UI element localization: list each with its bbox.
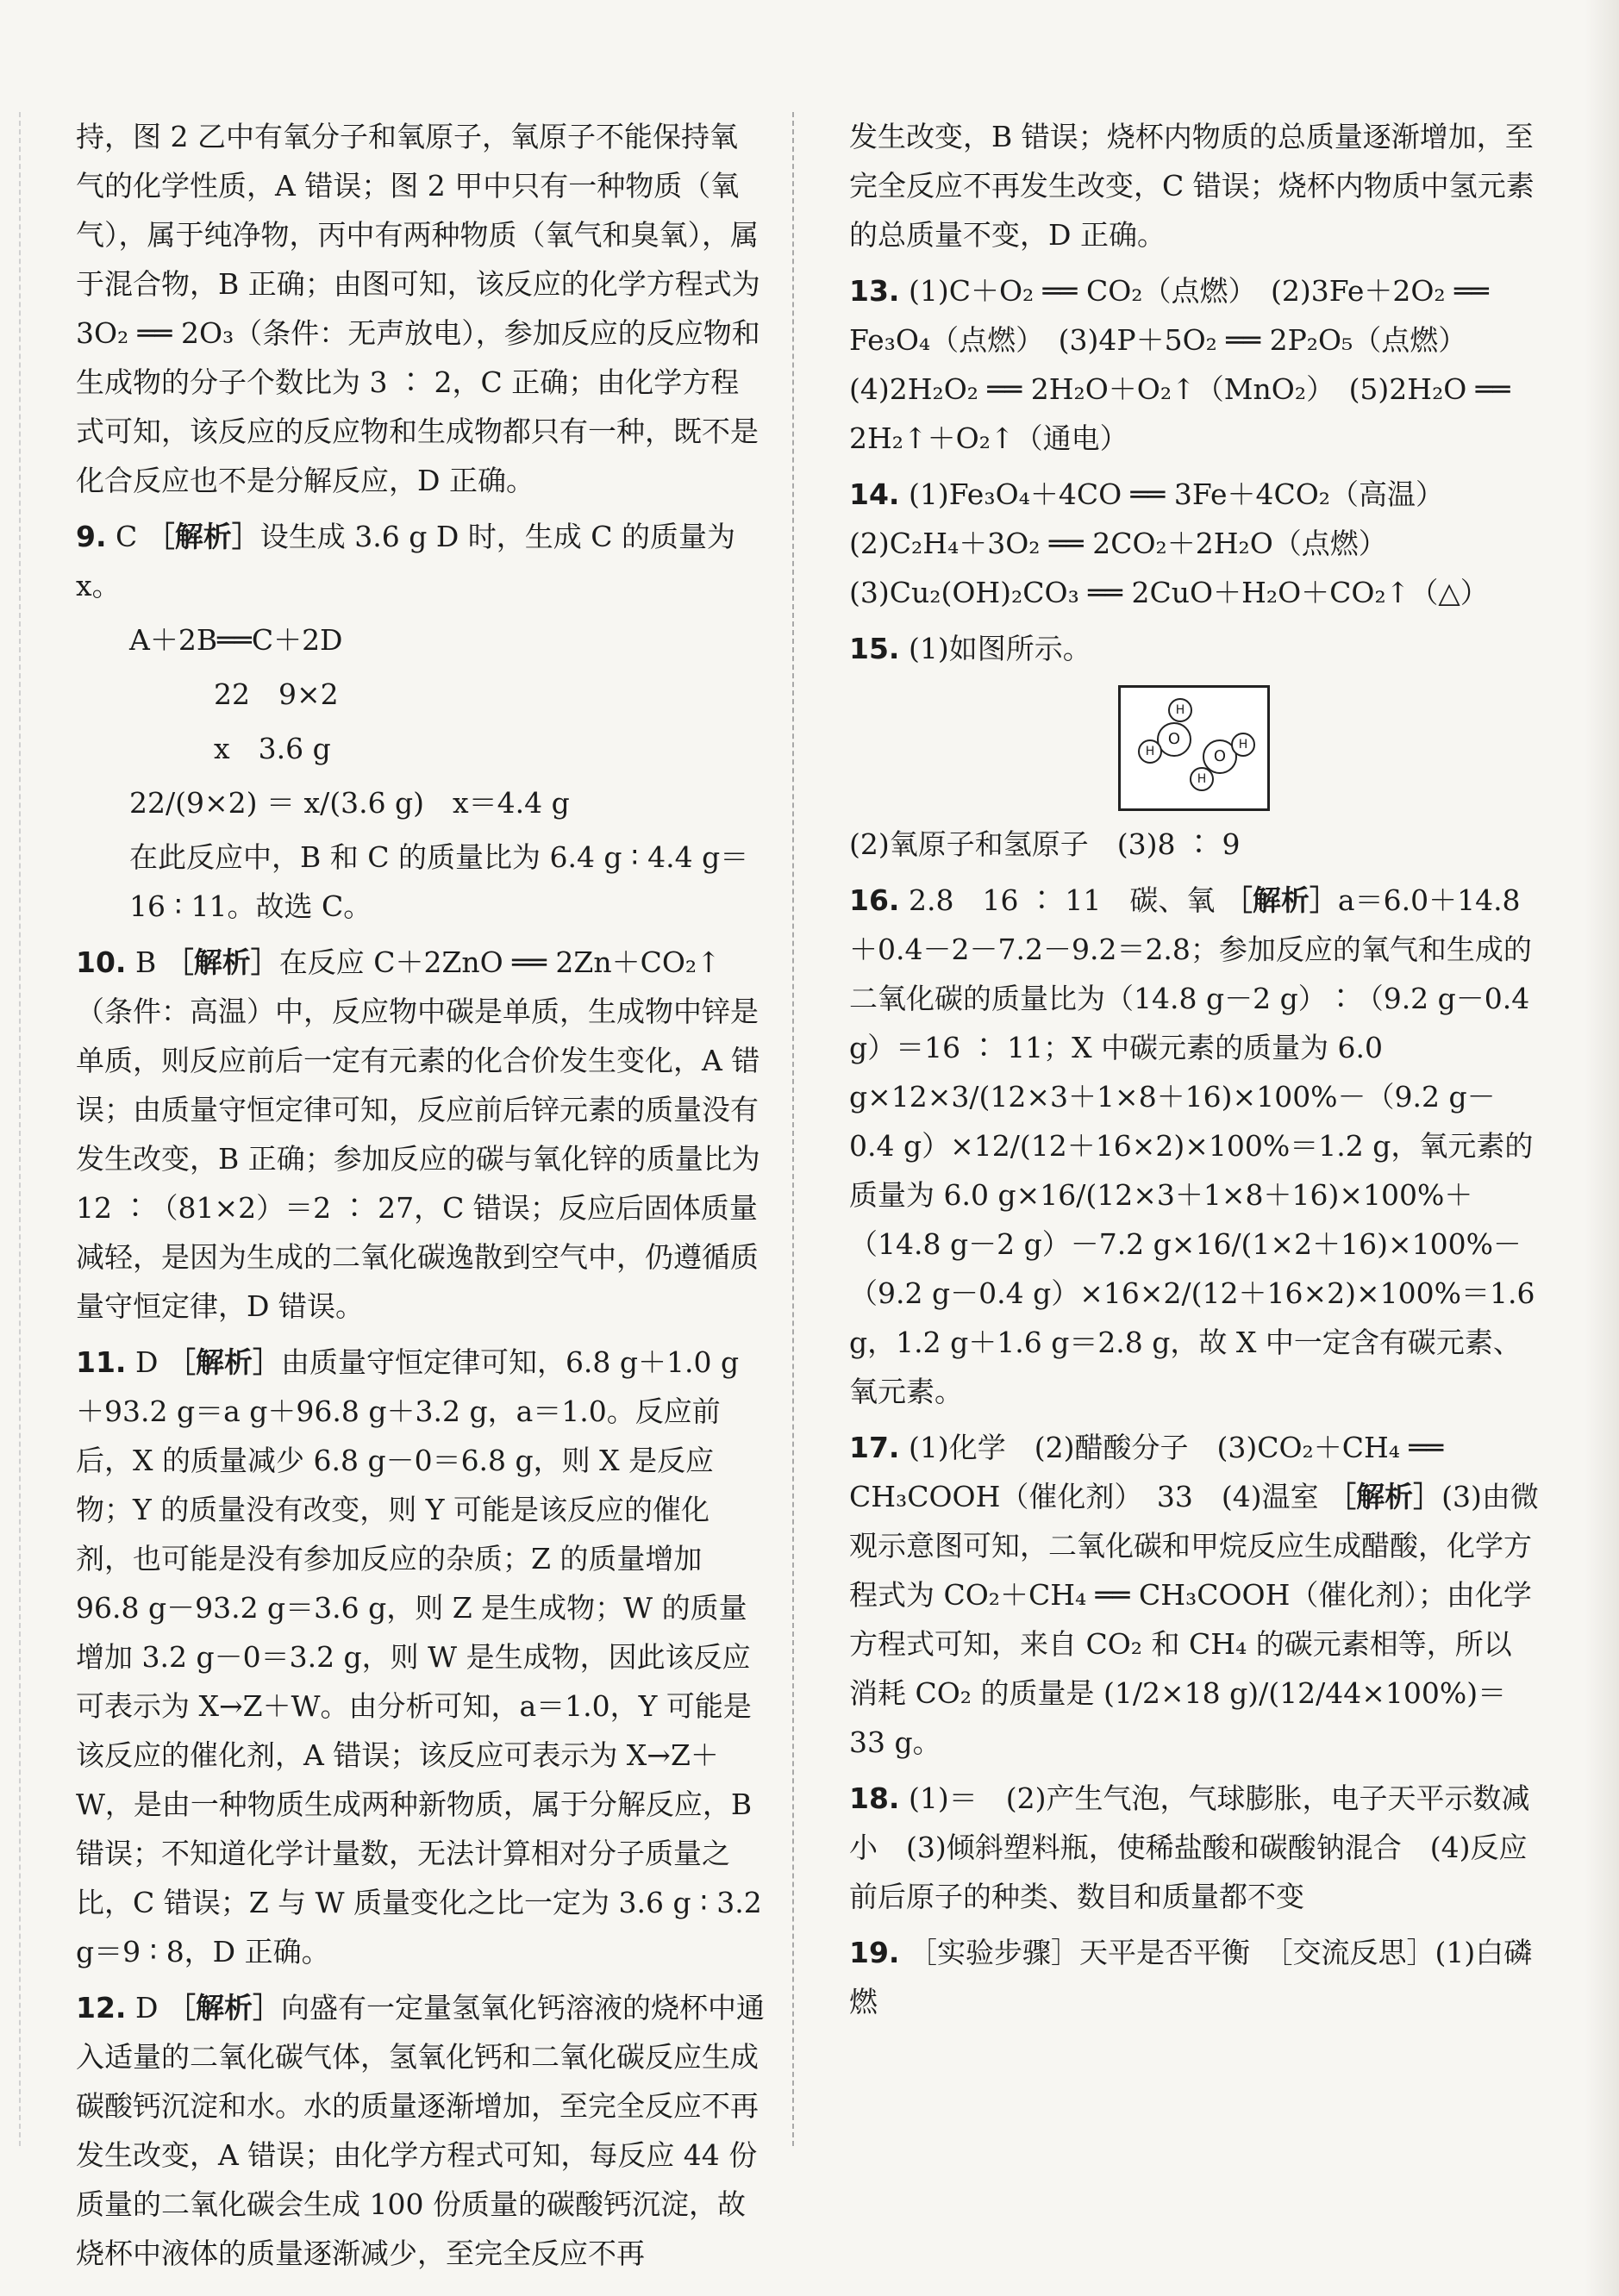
proportion: 22/(9×2) ＝ x/(3.6 g) x＝4.4 g (129, 786, 570, 820)
analysis-text: 由质量守恒定律可知，6.8 g＋1.0 g＋93.2 g＝a g＋96.8 g＋3.2 g，a＝1.0。反应前后，X 的质量减少 6.8 g－0＝6.8 g，则 X 是反应物；Y 的质量没有改变，则 Y 可能是该反应的催化剂，也可能是没有参加反应的杂质；Z 的质量增加 96.8 g－93.2 g＝3.6 g，则 Z 是生成物；W 的质量增加 3.2 g－0＝3.2 g，则 W 是生成物，因此该反应可表示为 X→Z＋W。由分析可知，a＝1.0，Y 可能是该反应的催化剂，A 错误；该反应可表示为 X→Z＋W，是由一种物质生成两种新物质，属于分解反应，B 错误；不知道化学计量数，无法计算相对分子质量之比，C 错误；Z 与 W 质量变化之比一定为 3.6 g ∶ 3.2 g＝9 ∶ 8，D 正确。 (76, 1345, 762, 1968)
hydrogen-atom: H (1138, 739, 1162, 764)
answer-item-19 (849, 1928, 1539, 2026)
oxygen-atom: O (1157, 722, 1191, 757)
answer-lead: 2.8 16 ∶ 11 碳、氧 (908, 883, 1216, 917)
analysis-tag: ［解析］ (165, 945, 279, 979)
column-divider (792, 112, 794, 2146)
answer-item-16 (849, 876, 1539, 1416)
analysis-text: (3)由微观示意图可知，二氧化碳和甲烷反应生成醋酸，化学方程式为 CO₂＋CH₄ ══ CH₃COOH（催化剂）；由化学方程式可知，来自 CO₂ 和 CH₄ 的碳元素相等，所以消耗 CO₂ 的质量是 (1/2×18 g)/(12/44×100%)＝33 g。 (849, 1480, 1539, 1759)
answer-text: (1)Fe₃O₄＋4CO ══ 3Fe＋4CO₂（高温） (2)C₂H₄＋3O₂ ══ 2CO₂＋2H₂O（点燃） (3)Cu₂(OH)₂CO₃ ══ 2CuO＋H₂O＋CO₂↑（△） (849, 477, 1489, 609)
continued-paragraph: 发生改变，B 错误；烧杯内物质的总质量逐渐增加，至完全反应不再发生改变，C 错误；烧杯内物质中氢元素的总质量不变，D 正确。 (849, 120, 1535, 252)
continued-paragraph: 持，图 2 乙中有氧分子和氧原子，氧原子不能保持氧气的化学性质，A 错误；图 2 甲中只有一种物质（氧气），属于纯净物，丙中有两种物质（氧气和臭氧），属于混合物，B 正确；由图可知，该反应的化学方程式为 3O₂ ══ 2O₃（条件：无声放电），参加反应的反应物和生成物的分子个数比为 3 ∶ 2，C 正确；由化学方程式可知，该反应的反应物和生成物都只有一种，既不是化合反应也不是分解反应，D 正确。 (76, 120, 760, 497)
analysis-text: 向盛有一定量氢氧化钙溶液的烧杯中通入适量的二氧化碳气体，氢氧化钙和二氧化碳反应生成碳酸钙沉淀和水。水的质量逐渐增加，至完全反应不再发生改变，A 错误；由化学方程式可知，每反应 44 份质量的二氧化碳会生成 100 份质量的碳酸钙沉淀，故烧杯中液体的质量逐渐减少，至完全反应不再 (76, 1991, 765, 2270)
analysis-tag: ［解析］ (1328, 1480, 1442, 1513)
answer-choice: C (116, 520, 138, 553)
analysis-text: 设生成 3.6 g D 时，生成 C 的质量为 x。 (76, 520, 736, 602)
answer-text: (1)＝ (2)产生气泡，气球膨胀，电子天平示数减小 (3)倾斜塑料瓶，使稀盐酸和碳酸钠混合 (4)反应前后原子的种类、数目和质量都不变 (849, 1781, 1530, 1913)
answer-text: ［实验步骤］天平是否平衡 ［交流反思］(1)白磷燃 (849, 1936, 1533, 2018)
item-number: 19. (849, 1936, 900, 1969)
analysis-tag: ［解析］ (1223, 883, 1338, 917)
answer-item-15 (849, 624, 1539, 869)
analysis-text: 在反应 C＋2ZnO ══ 2Zn＋CO₂↑（条件：高温）中，反应物中碳是单质，生成物中锌是单质，则反应前后一定有元素的化合价发生变化，A 错误；由质量守恒定律可知，反应前后锌元素的质量没有发生改变，B 正确；参加反应的碳与氧化锌的质量比为 12 ∶（81×2）＝2 ∶ 27，C 错误；反应后固体质量减轻，是因为生成的二氧化碳逸散到空气中，仍遵循质量守恒定律，D 错误。 (76, 945, 760, 1323)
water-molecules-box (1118, 685, 1270, 811)
calc-row: 22 9×2 (214, 677, 339, 711)
hydrogen-atom: H (1231, 733, 1255, 757)
item-number: 11. (76, 1345, 127, 1379)
item-number: 12. (76, 1991, 127, 2025)
answer-item-17 (849, 1423, 1539, 1767)
item-number: 10. (76, 945, 127, 979)
answer-item-11 (76, 1338, 766, 1976)
right-column (849, 112, 1539, 2026)
oxygen-atom: O (1203, 739, 1237, 774)
answer-item-12 (76, 1983, 766, 2278)
calc-row: x 3.6 g (214, 732, 331, 765)
answer-choice: D (134, 1991, 159, 2025)
answer-item-13 (849, 266, 1539, 463)
answer-text: (1)C＋O₂ ══ CO₂（点燃） (2)3Fe＋2O₂ ══ Fe₃O₄（点燃） (3)4P＋5O₂ ══ 2P₂O₅（点燃） (4)2H₂O₂ ══ 2H₂O＋O₂↑（MnO₂） (5)2H₂O ══ 2H₂↑＋O₂↑（通电） (849, 274, 1510, 455)
analysis-tag: ［解析］ (166, 1991, 281, 2025)
item-number: 9. (76, 520, 107, 553)
answer-item-9 (76, 512, 766, 931)
item-number: 16. (849, 883, 900, 917)
hydrogen-atom: H (1168, 698, 1192, 722)
molecule-diagram (849, 685, 1539, 811)
item-number: 15. (849, 632, 900, 665)
item-number: 14. (849, 477, 900, 511)
item-number: 18. (849, 1781, 900, 1815)
answer-text: (2)氧原子和氢原子 (3)8 ∶ 9 (849, 827, 1241, 861)
answer-choice: D (134, 1345, 159, 1379)
answer-text: (1)如图所示。 (908, 632, 1091, 665)
page-edge-shadow (1585, 0, 1619, 2296)
analysis-text: a＝6.0＋14.8＋0.4－2－7.2－9.2＝2.8；参加反应的氧气和生成的二氧化碳的质量比为（14.8 g－2 g）∶（9.2 g－0.4 g）＝16 ∶ 11；X 中碳元素的质量为 6.0 g×12×3/(12×3＋1×8＋16)×100%－（9.2 g－0.4 g）×12/(12＋16×2)×100%＝1.2 g，氧元素的质量为 6.0 g×16/(12×3＋1×8＋16)×100%＋（14.8 g－2 g）－7.2 g×16/(1×2＋16)×100%－（9.2 g－0.4 g）×16×2/(12＋16×2)×100%＝1.6 g，1.2 g＋1.6 g＝2.8 g，故 X 中一定含有碳元素、氧元素。 (849, 883, 1535, 1408)
answer-item-10 (76, 938, 766, 1331)
answer-choice: B (134, 945, 157, 979)
answer-item-14 (849, 470, 1539, 617)
item-number: 17. (849, 1431, 900, 1464)
binding-margin-line (19, 112, 21, 2146)
item-number: 13. (849, 274, 900, 308)
left-column (76, 112, 766, 2278)
analysis-tag: ［解析］ (166, 1345, 281, 1379)
answer-item-18 (849, 1774, 1539, 1921)
answer-lead: (1)化学 (2)醋酸分子 (3)CO₂＋CH₄ ══ CH₃COOH（催化剂） 33 (4)温室 (849, 1431, 1444, 1513)
analysis-tag: ［解析］ (146, 520, 260, 553)
equation: A＋2B══C＋2D (129, 623, 343, 657)
analysis-text: 在此反应中，B 和 C 的质量比为 6.4 g ∶ 4.4 g＝16 ∶ 11。故选 C。 (129, 840, 749, 923)
hydrogen-atom: H (1190, 767, 1214, 791)
